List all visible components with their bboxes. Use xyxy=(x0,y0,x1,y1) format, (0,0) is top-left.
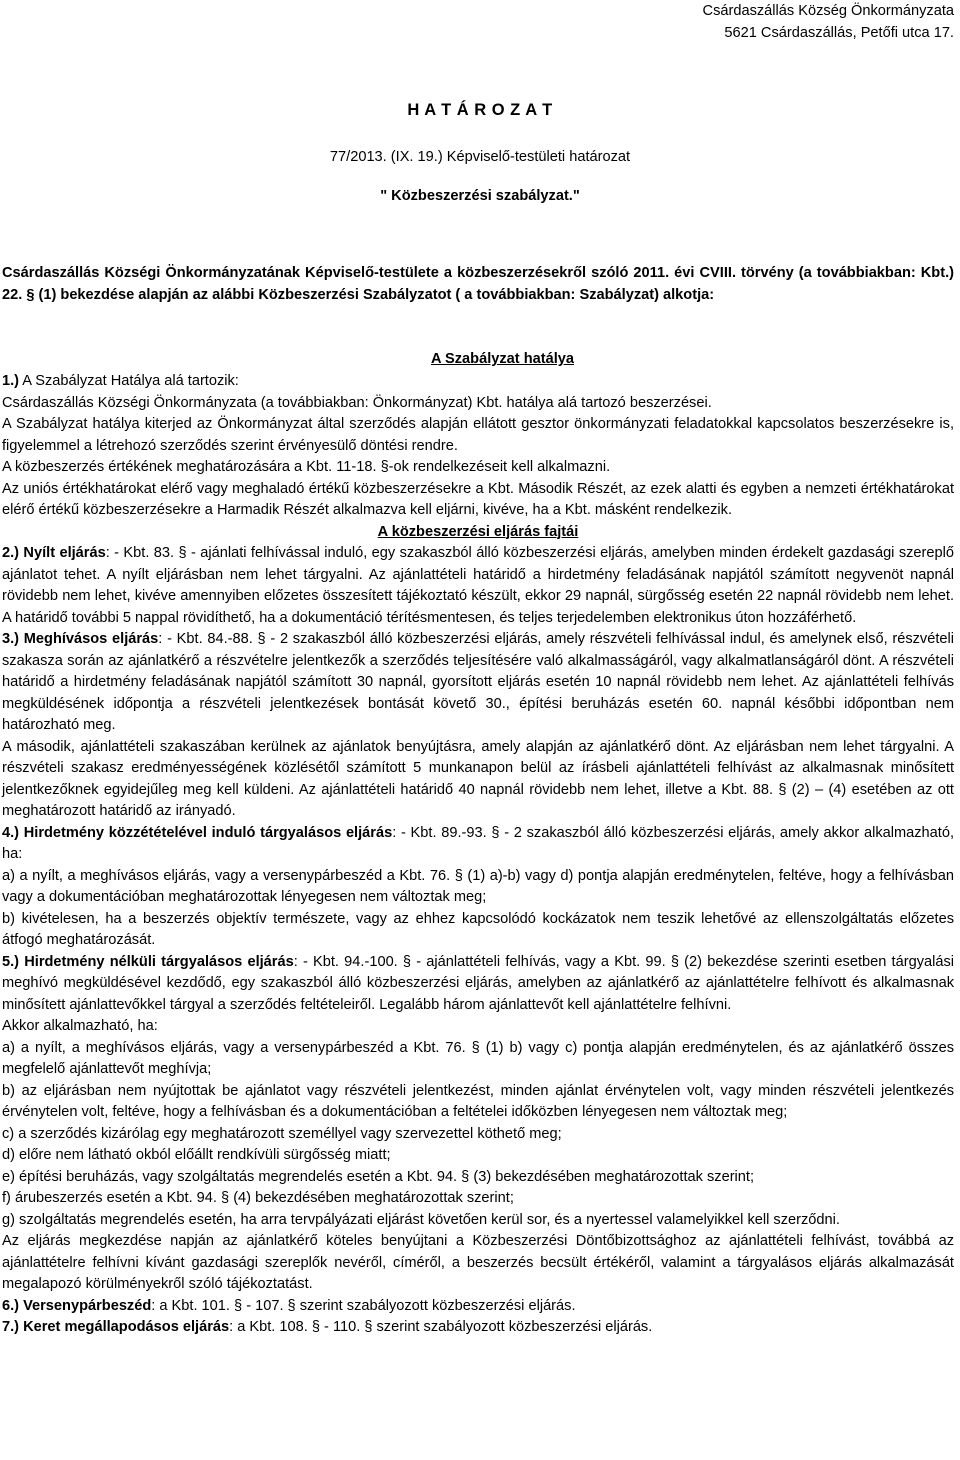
procedure-nn-a: a) a nyílt, a meghívásos eljárás, vagy a versenypárbeszéd a Kbt. 76. § (1) b) vagy c) pontja alapján eredménytelen, és az ajánlatkérő összes megfelelő ajánlattevőt meghívja; xyxy=(2,1039,954,1077)
section-heading-procedures: A közbeszerzési eljárás fajtái xyxy=(377,523,579,540)
procedure-nn-p2: Az eljárás megkezdése napján az ajánlatkérő köteles benyújtani a Közbeszerzési Döntőbizottsághoz az ajánlattételi felhívást, továbbá az ajánlattételre felhívni kívánt gazdasági szereplők nevéről, címéről, a beszerzés becsült értékéről, valamint a tárgyalásos eljárás alkalmazását megalapozó körülményekről szóló tájékoztatást. xyxy=(2,1233,954,1292)
resolution-subject: " Közbeszerzési szabályzat." xyxy=(380,188,580,204)
document-title: H A T Á R O Z A T xyxy=(407,101,553,119)
procedure-open: 2.) Nyílt eljárás: - Kbt. 83. § - ajánlati felhívással induló, egy szakaszból álló közbeszerzési eljárás, amelyben minden érdekelt gazdasági szereplő ajánlatot tehet. A nyílt eljárásban nem lehet tárgyalni. Az ajánlattételi határidő a hirdetmény feladásának napjától számított negyvenöt napnál rövidebb nem lehet, kivéve amennyiben előzetes összesített tájékoztató készült, ekkor 29 napnál, sürgősség esetén 22 napnál rövidebb nem lehet. A határidő további 5 nappal rövidíthető, ha a dokumentáció térítésmentesen, és teljes terjedelemben elektronikus úton hozzáférhető. xyxy=(2,545,954,626)
procedure-negotiated-notice-a: a) a nyílt, a meghívásos eljárás, vagy a versenypárbeszéd a Kbt. 76. § (1) a)-b) vagy d) pontja alapján eredménytelen, feltéve, hogy a felhívásban vagy a dokumentációban meghatározottak lényegesen nem változtak meg; xyxy=(2,867,954,905)
procedure-nn-d: d) előre nem látható okból előállt rendkívüli sürgősség miatt; xyxy=(2,1147,391,1163)
procedure-restricted-p2: A második, ajánlattételi szakaszában kerülnek az ajánlatok benyújtásra, amely alapján az ajánlatkérő dönt. Az eljárásban nem lehet tárgyalni. A részvételi szakasz eredményességének közlésétől számított 5 munkanapon belül az írásbeli ajánlattételi felhívást az alkalmasnak minősített jelentkezőknek egyidejűleg meg kell küldeni. Az ajánlattételi határidő 40 napnál rövidebb nem lehet, illetve a Kbt. 88. § (2) – (4) esetében az ott meghatározott határidő az irányadó. xyxy=(2,738,954,819)
procedure-nn-b: b) az eljárásban nem nyújtottak be ajánlatot vagy részvételi jelentkezést, minden ajánlat érvénytelen volt, vagy minden részvételi jelentkezés érvénytelen volt, feltéve, hogy a felhívásban és a dokumentációban a feltételei időközben lényegesen nem változtak meg; xyxy=(2,1082,954,1120)
procedure-negotiated-no-notice-label: 5.) Hirdetmény nélküli tárgyalásos eljárás xyxy=(2,953,294,970)
procedure-negotiated-notice-b: b) kivételesen, ha a beszerzés objektív természete, vagy az ehhez kapcsolódó kockázatok nem teszik lehetővé az ellenszolgáltatás előzetes átfogó meghatározását. xyxy=(2,910,954,948)
resolution-number: 77/2013. (IX. 19.) Képviselő-testületi határozat xyxy=(329,149,631,165)
procedure-competitive-dialogue-label: 6.) Versenypárbeszéd xyxy=(2,1297,152,1314)
procedure-nn-c: c) a szerződés kizárólag egy meghatározott személlyel vagy szervezettel köthető meg; xyxy=(2,1125,562,1142)
procedure-nn-e: e) építési beruházás, vagy szolgáltatás megrendelés esetén a Kbt. 94. § (3) bekezdésében meghatározottak szerint; xyxy=(2,1168,755,1185)
scope-lead xyxy=(2,371,954,393)
procedure-restricted: 3.) Meghívásos eljárás: - Kbt. 84.-88. § - 2 szakaszból álló közbeszerzési eljárás, amely részvételi felhívással indul, és amelynek első, részvételi szakasza során az ajánlatkérő a részvételre jelentkezők a szerződés teljesítésére való alkalmasságáról, vagy alkalmatlanságáról dönt. A részvételi határidő a hirdetmény feladásának napjától számított 30 napnál, gyorsított eljárás esetén 10 napnál rövidebb nem lehet. Az ajánlattételi felhívás megküldésének időpontja a részvételi jelentkezések bontását követő 30., építési beruházás esetén 60. napnál későbbi időpontban nem határozható meg. xyxy=(2,631,955,733)
procedure-framework: 7.) Keret megállapodásos eljárás: a Kbt. 108. § - 110. § szerint szabályozott közbeszerzési eljárás. xyxy=(2,1319,653,1335)
procedure-negotiated-no-notice: 5.) Hirdetmény nélküli tárgyalásos eljárás: - Kbt. 94.-100. § - ajánlattételi felhívás, vagy a Kbt. 99. § (2) bekezdése szerinti esetben tárgyalási meghívó megküldésével kezdődő, egy szakaszból álló közbeszerzési eljárás, amelyben az ajánlatkérő az ajánlattételre felhívott és alkalmasnak minősített ajánlattevőkkel tárgyal a szerződés feltételeiről. Legalább három ajánlattevőt kell ajánlattételre felhívni. xyxy=(2,953,955,1013)
procedure-framework-label: 7.) Keret megállapodásos eljárás xyxy=(2,1319,230,1335)
letterhead-address: 5621 Csárdaszállás, Petőfi utca 17. xyxy=(724,25,954,41)
procedure-nn-f: f) árubeszerzés esetén a Kbt. 94. § (4) bekezdésében meghatározottak szerint; xyxy=(2,1190,514,1206)
procedure-competitive-dialogue: 6.) Versenypárbeszéd: a Kbt. 101. § - 107. § szerint szabályozott közbeszerzési eljárás. xyxy=(2,1297,576,1314)
procedure-restricted-label: 3.) Meghívásos eljárás xyxy=(2,631,159,647)
scope-paragraph-3: A közbeszerzés értékének meghatározására a Kbt. 11-18. §-ok rendelkezéseit kell alkalmazni. xyxy=(2,459,611,475)
section-heading-scope: A Szabályzat hatálya xyxy=(430,351,574,367)
procedure-open-label: 2.) Nyílt eljárás xyxy=(2,545,106,561)
document-body xyxy=(2,371,954,1339)
scope-paragraph-2: A Szabályzat hatálya kiterjed az Önkormányzat által szerződés alapján ellátott gesztor önkormányzati feladatokkal kapcsolatos beszerzésekre is, figyelemmel a létrehozó szerződés szerint érvényesülő döntési rendre. xyxy=(2,416,954,454)
procedure-nn-lead: Akkor alkalmazható, ha: xyxy=(2,1018,158,1034)
scope-paragraph-4: Az uniós értékhatárokat elérő vagy meghaladó értékű közbeszerzésekre a Kbt. Második Részét, az ezek alatti és egyben a nemzeti értékhatárokat elérő értékű közbeszerzésekre a Harmadik Részét alkalmazva kell eljárni, kivéve, ha a Kbt. másként rendelkezik. xyxy=(2,480,954,518)
scope-number: 1.) xyxy=(2,373,20,389)
intro-paragraph: Csárdaszállás Községi Önkormányzatának Képviselő-testülete a közbeszerzésekről szóló 2011. évi CVIII. törvény (a továbbiakban: Kbt.) 22. § (1) bekezdése alapján az alábbi Közbeszerzési Szabályzatot ( a továbbiakban: Szabályzat) alkotja: xyxy=(2,265,954,303)
procedure-negotiated-notice-label: 4.) Hirdetmény közzétételével induló tárgyalásos eljárás xyxy=(2,824,393,841)
scope-lead-text: A Szabályzat Hatálya alá tartozik: xyxy=(19,373,239,389)
letterhead xyxy=(703,0,954,44)
scope-paragraph-1: Csárdaszállás Községi Önkormányzata (a továbbiakban: Önkormányzat) Kbt. hatálya alá tartozó beszerzései. xyxy=(2,394,712,411)
letterhead-organization: Csárdaszállás Község Önkormányzata xyxy=(702,3,954,19)
procedure-negotiated-notice: 4.) Hirdetmény közzétételével induló tárgyalásos eljárás: - Kbt. 89.-93. § - 2 szakaszból álló közbeszerzési eljárás, amely akkor alkalmazható, ha: xyxy=(2,824,955,862)
procedure-nn-g: g) szolgáltatás megrendelés esetén, ha arra tervpályázati eljárást követően kerül sor, és a nyertessel valamelyikkel kell szerződni. xyxy=(2,1211,840,1228)
